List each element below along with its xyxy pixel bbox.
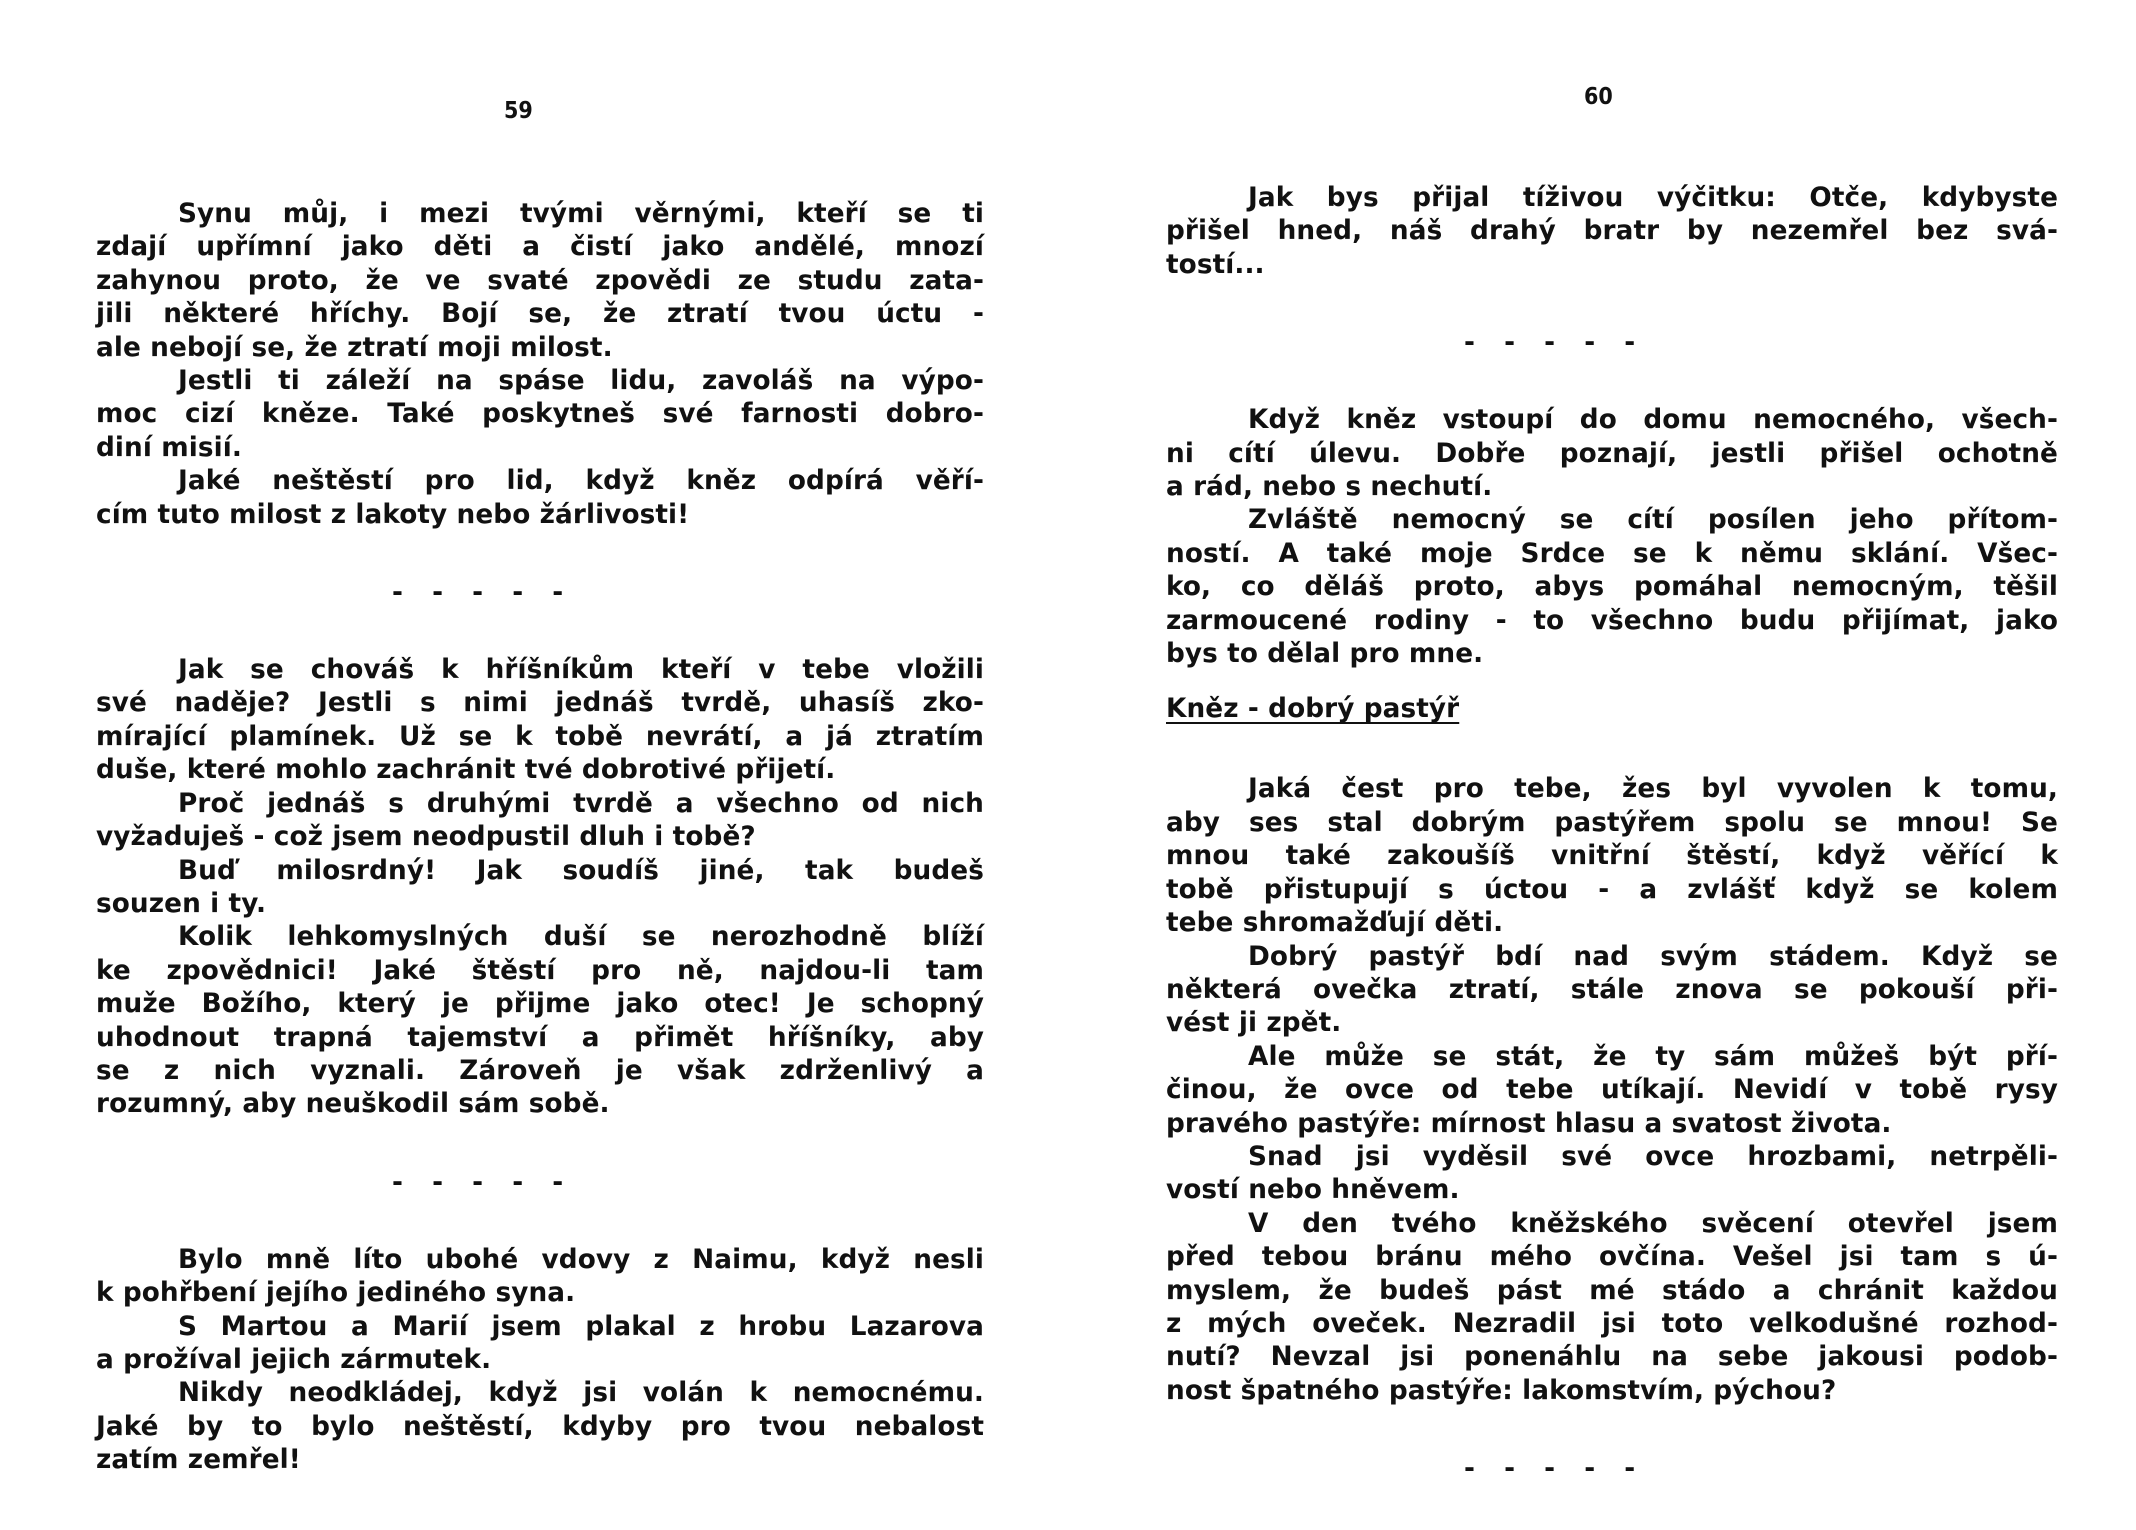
paragraph bbox=[1166, 404, 2058, 504]
text-line: nutí? Nevzal jsi ponenáhlu na sebe jakousi podob- bbox=[1166, 1342, 2058, 1373]
paragraph bbox=[96, 654, 984, 788]
text-line: zarmoucené rodiny - to všechno budu přijímat, jako bbox=[1166, 605, 2058, 636]
text-line: S Martou a Marií jsem plakal z hrobu Lazarova bbox=[178, 1311, 984, 1342]
paragraph bbox=[96, 1377, 984, 1477]
text-line: tostí... bbox=[1166, 249, 1265, 280]
text-line: Jak bys přijal tíživou výčitku: Otče, kdybyste bbox=[1248, 183, 2058, 213]
paragraph bbox=[96, 921, 984, 1121]
text-line: přišel hned, náš drahý bratr by nezemřel bez svá- bbox=[1166, 216, 2058, 247]
text-line: V den tvého kněžského svěcení otevřel jsem bbox=[1248, 1208, 2058, 1239]
text-line: tebe shromažďují děti. bbox=[1166, 908, 1504, 939]
section-heading: Kněz - dobrý pastýř bbox=[1166, 694, 1460, 725]
text-line: z mých oveček. Nezradil jsi toto velkodušné rozhod- bbox=[1166, 1308, 2058, 1339]
text-line: vést ji zpět. bbox=[1166, 1008, 1342, 1039]
text-line: pravého pastýře: mírnost hlasu a svatost života. bbox=[1166, 1108, 1892, 1139]
text-line: Jestli ti záleží na spáse lidu, zavoláš na výpo- bbox=[178, 366, 984, 397]
text-line: ko, co děláš proto, abys pomáhal nemocným, těšil bbox=[1166, 572, 2058, 603]
paragraph bbox=[1166, 1041, 2058, 1141]
text-line: souzen i ty. bbox=[96, 888, 267, 919]
section-separator: - - - - - bbox=[1464, 328, 1646, 359]
right-page bbox=[1068, 0, 2136, 1500]
text-line: se z nich vyznali. Zároveň je však zdrženlivý a bbox=[96, 1055, 984, 1086]
paragraph bbox=[96, 198, 984, 365]
text-line: zahynou proto, že ve svaté zpovědi ze studu zata- bbox=[96, 265, 984, 296]
text-line: ale nebojí se, že ztratí moji milost. bbox=[96, 332, 613, 363]
text-line: uhodnout trapná tajemství a přimět hříšníky, aby bbox=[96, 1022, 984, 1053]
paragraph bbox=[1166, 941, 2058, 1041]
page-number: 60 bbox=[1584, 84, 1613, 110]
section-separator: - - - - - bbox=[392, 1167, 574, 1198]
section-separator: - - - - - bbox=[1464, 1454, 1646, 1485]
text-line: vostí nebo hněvem. bbox=[1166, 1175, 1460, 1206]
paragraph bbox=[96, 465, 984, 532]
paragraph bbox=[96, 855, 984, 922]
text-line: mnou také zakoušíš vnitřní štěstí, když věřící k bbox=[1166, 841, 2058, 872]
text-line: Buď milosrdný! Jak soudíš jiné, tak budeš bbox=[178, 855, 984, 886]
text-line: své naděje? Jestli s nimi jednáš tvrdě, uhasíš zko- bbox=[96, 688, 984, 719]
paragraph bbox=[96, 1311, 984, 1378]
text-line: aby ses stal dobrým pastýřem spolu se mnou! Se bbox=[1166, 807, 2058, 838]
text-line: nost špatného pastýře: lakomstvím, pýchou? bbox=[1166, 1375, 1837, 1406]
text-line: k pohřbení jejího jediného syna. bbox=[96, 1278, 576, 1309]
text-line: Když kněz vstoupí do domu nemocného, všech- bbox=[1248, 405, 2058, 436]
text-line: Dobrý pastýř bdí nad svým stádem. Když se bbox=[1248, 941, 2058, 972]
text-line: moc cizí kněze. Také poskytneš své farnosti dobro- bbox=[96, 399, 984, 430]
text-line: Jak se chováš k hříšníkům kteří v tebe vložili bbox=[178, 655, 984, 686]
paragraph bbox=[96, 788, 984, 855]
paragraph bbox=[96, 365, 984, 465]
text-line: zdají upřímní jako děti a čistí jako andělé, mnozí bbox=[96, 232, 984, 263]
text-line: rozumný, aby neuškodil sám sobě. bbox=[96, 1089, 610, 1120]
text-line: cím tuto milost z lakoty nebo žárlivosti! bbox=[96, 499, 690, 530]
text-line: a rád, nebo s nechutí. bbox=[1166, 472, 1493, 503]
text-line: Nikdy neodkládej, když jsi volán k nemocnému. bbox=[178, 1378, 984, 1409]
text-line: Proč jednáš s druhými tvrdě a všechno od nich bbox=[178, 788, 984, 819]
text-line: Synu můj, i mezi tvými věrnými, kteří se ti bbox=[178, 199, 984, 229]
text-line: ke zpovědnici! Jaké štěstí pro ně, najdou-li tam bbox=[96, 955, 984, 986]
text-line: tobě přistupují s úctou - a zvlášť když se kolem bbox=[1166, 874, 2058, 905]
page-text bbox=[96, 198, 984, 1478]
text-line: činou, že ovce od tebe utíkají. Nevidí v tobě rysy bbox=[1166, 1075, 2058, 1106]
text-line: muže Božího, který je přijme jako otec! Je schopný bbox=[96, 989, 984, 1020]
text-line: ni cítí úlevu. Dobře poznají, jestli přišel ochotně bbox=[1166, 438, 2058, 469]
paragraph bbox=[1166, 504, 2058, 671]
text-line: Jaké neštěstí pro lid, když kněz odpírá věří- bbox=[178, 466, 984, 497]
text-line: vyžaduješ - což jsem neodpustil dluh i tobě? bbox=[96, 822, 756, 853]
page-text bbox=[1166, 182, 2058, 1530]
text-line: Jaké by to bylo neštěstí, kdyby pro tvou nebalost bbox=[96, 1411, 984, 1442]
text-line: bys to dělal pro mne. bbox=[1166, 639, 1484, 670]
text-line: některá ovečka ztratí, stále znova se pokouší při- bbox=[1166, 974, 2058, 1005]
left-page bbox=[0, 0, 1068, 1500]
text-line: mírající plamínek. Už se k tobě nevrátí, a já ztratím bbox=[96, 721, 984, 752]
text-line: jili některé hříchy. Bojí se, že ztratí tvou úctu - bbox=[96, 299, 984, 330]
text-line: duše, které mohlo zachránit tvé dobrotivé přijetí. bbox=[96, 755, 836, 786]
paragraph bbox=[1166, 182, 2058, 282]
text-line: před tebou bránu mého ovčína. Vešel jsi tam s ú- bbox=[1166, 1242, 2058, 1273]
text-line: Jaká čest pro tebe, žes byl vyvolen k tomu, bbox=[1248, 774, 2058, 805]
paragraph bbox=[1166, 1141, 2058, 1208]
text-line: Zvláště nemocný se cítí posílen jeho přítom- bbox=[1248, 505, 2058, 536]
paragraph bbox=[96, 1244, 984, 1311]
text-line: Snad jsi vyděsil své ovce hrozbami, netrpěli- bbox=[1248, 1141, 2058, 1172]
text-line: Bylo mně líto ubohé vdovy z Naimu, když nesli bbox=[178, 1244, 984, 1275]
text-line: a prožíval jejich zármutek. bbox=[96, 1344, 492, 1375]
text-line: Ale může se stát, že ty sám můžeš být pří- bbox=[1248, 1041, 2058, 1072]
text-line: diní misií. bbox=[96, 432, 242, 463]
text-line: myslem, že budeš pást mé stádo a chránit každou bbox=[1166, 1275, 2058, 1306]
paragraph bbox=[1166, 1208, 2058, 1408]
text-line: ností. A také moje Srdce se k němu sklání. Všec- bbox=[1166, 538, 2058, 569]
page-number: 59 bbox=[504, 98, 533, 124]
section-separator: - - - - - bbox=[392, 578, 574, 609]
paragraph bbox=[1166, 773, 2058, 940]
text-line: Kolik lehkomyslných duší se nerozhodně blíží bbox=[178, 922, 984, 953]
text-line: zatím zemřel! bbox=[96, 1445, 301, 1476]
